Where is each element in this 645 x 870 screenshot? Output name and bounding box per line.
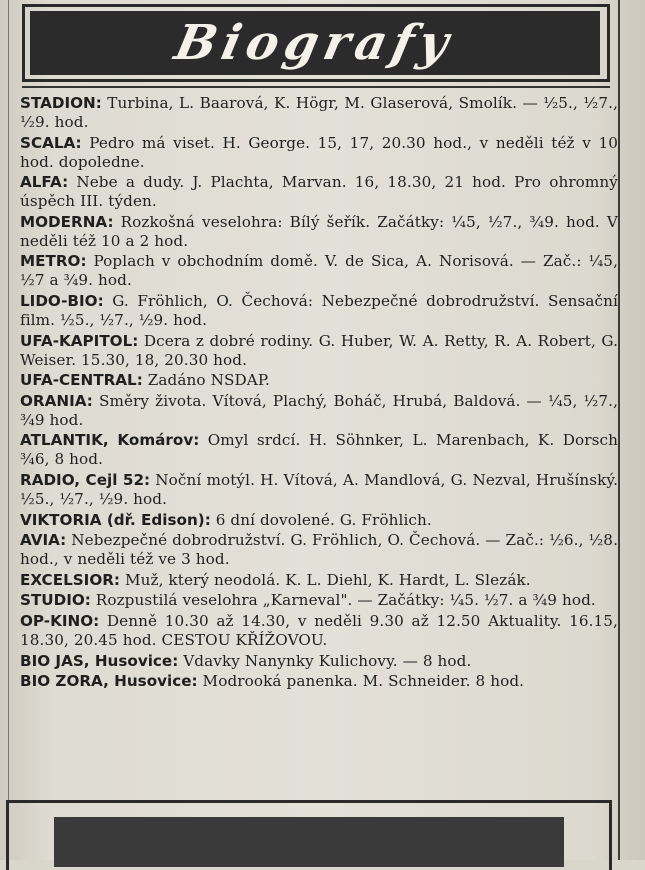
listing-text: Poplach v obchodním domě. V. de Sica, A. Norisová. — Zač.: ¼5, ½7 a ¾9. hod. — [20, 252, 618, 290]
right-column-rule — [618, 0, 620, 860]
listing-text: G. Fröhlich, O. Čechová: Nebezpečné dobrodružství. Sensační film. ½5., ½7., ½9. hod. — [20, 291, 618, 329]
list-item — [20, 292, 618, 330]
listing-text: Noční motýl. H. Vítová, A. Mandlová, G. Nezval, Hrušínský. ½5., ½7., ½9. hod. — [20, 470, 618, 508]
listing-text: Pedro má viset. H. George. 15, 17, 20.30 hod., v neděli též v 10 hod. dopoledne. — [20, 133, 618, 171]
listing-text: Směry života. Vítová, Plachý, Boháč, Hrubá, Baldová. — ¼5, ½7., ¾9 hod. — [20, 391, 618, 429]
list-item — [20, 511, 618, 530]
list-item — [20, 213, 618, 251]
listing-text: Dcera z dobré rodiny. G. Huber, W. A. Retty, R. A. Robert, G. Weiser. 15.30, 18, 20.30 hod. — [20, 331, 618, 369]
left-column-rule — [8, 0, 9, 860]
section-title: Biografy — [170, 15, 460, 71]
list-item — [20, 332, 618, 370]
cinema-name: LIDO-BIO: — [20, 291, 104, 310]
cinema-name: OP-KINO: — [20, 611, 100, 630]
listing-text: Muž, který neodolá. K. L. Diehl, K. Hardt, L. Slezák. — [120, 570, 531, 589]
list-item — [20, 371, 618, 390]
list-item — [20, 134, 618, 172]
list-item — [20, 173, 618, 211]
list-item — [20, 652, 618, 671]
cinema-listings — [20, 94, 618, 693]
listing-text: 6 dní dovolené. G. Fröhlich. — [210, 510, 432, 529]
list-item — [20, 252, 618, 290]
cinema-name: ORANIA: — [20, 391, 93, 410]
cinema-name: EXCELSIOR: — [20, 570, 121, 589]
cinema-name: MODERNA: — [20, 212, 114, 231]
cinema-name: STADION: — [20, 94, 102, 112]
header-banner — [30, 11, 600, 75]
listing-text: Rozkošná veselohra: Bílý šeřík. Začátky: ¼5, ½7., ¾9. hod. V neděli též 10 a 2 hod. — [20, 212, 618, 250]
cinema-name: BIO JAS, Husovice: — [20, 651, 179, 670]
cinema-name: STUDIO: — [20, 591, 91, 610]
list-item — [20, 94, 618, 132]
listing-text: Omyl srdcí. H. Söhnker, L. Marenbach, K. Dorsch ¾6, 8 hod. — [20, 431, 618, 469]
cinema-name: ATLANTIK, Komárov: — [20, 431, 200, 450]
listing-text: Vdavky Nanynky Kulichovy. — 8 hod. — [178, 651, 472, 670]
list-item — [20, 612, 618, 650]
list-item — [20, 672, 618, 691]
list-item — [20, 591, 618, 610]
cinema-name: METRO: — [20, 252, 87, 271]
listing-text: Nebe a dudy. J. Plachta, Marvan. 16, 18.30, 21 hod. Pro ohromný úspěch III. týden. — [20, 173, 618, 211]
cinema-name: VIKTORIA (dř. Edison): — [20, 510, 211, 529]
cinema-name: ALFA: — [20, 173, 69, 192]
cinema-name: UFA-CENTRAL: — [20, 371, 143, 390]
listing-text: Nebezpečné dobrodružství. G. Fröhlich, O. Čechová. — Zač.: ½6., ½8. hod., v neděli též ve 3 hod. — [20, 531, 618, 569]
cinema-name: AVIA: — [20, 531, 67, 550]
cinema-name: RADIO, Cejl 52: — [20, 470, 151, 489]
header-underline — [22, 86, 610, 88]
list-item — [20, 392, 618, 430]
cinema-name: SCALA: — [20, 133, 82, 152]
listing-text: Denně 10.30 až 14.30, v neděli 9.30 až 12.50 Aktuality. 16.15, 18.30, 20.45 hod. CESTOU KŘÍŽOVOU. — [20, 611, 618, 649]
list-item — [20, 531, 618, 569]
listing-text: Modrooká panenka. M. Schneider. 8 hod. — [197, 672, 525, 691]
cinema-name: BIO ZORA, Husovice: — [20, 672, 198, 691]
list-item — [20, 571, 618, 590]
list-item — [20, 431, 618, 469]
cinema-name: UFA-KAPITOL: — [20, 331, 139, 350]
listing-text: Zadáno NSDAP. — [142, 371, 270, 390]
listing-text: Rozpustilá veselohra „Karneval". — Začátky: ¼5. ½7. a ¾9 hod. — [90, 591, 596, 610]
list-item — [20, 471, 618, 509]
listing-text: Turbina, L. Baarová, K. Högr, M. Glaserová, Smolík. — ¹⁄₂5., ¹⁄₂7., ¹⁄₂9. hod. — [20, 94, 618, 131]
